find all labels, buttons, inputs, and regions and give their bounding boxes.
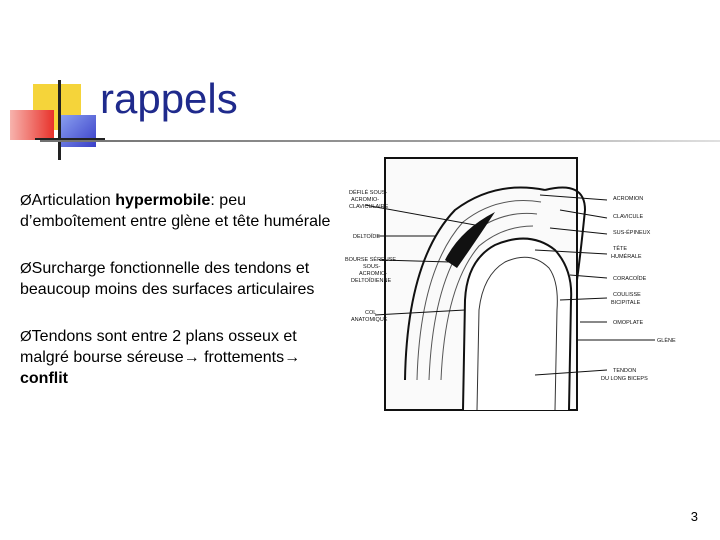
figure-label-right: TÊTE [613, 246, 628, 252]
bullet-text: Tendons sont entre 2 plans osseux et malgré bourse séreuse→ frottements→ [20, 328, 301, 366]
figure-label-right: HUMÉRALE [611, 254, 642, 260]
bullet-list [20, 190, 350, 409]
page-number: 3 [690, 509, 698, 524]
bullet-item [20, 326, 350, 389]
humerus-outline [463, 239, 571, 410]
figure-label-right: BICIPITALE [611, 300, 641, 306]
decor-red-square [10, 110, 54, 140]
title-divider [40, 140, 720, 142]
bullet-arrow-icon: Ø [20, 328, 32, 345]
figure-label-right: SUS-ÉPINEUX [613, 230, 651, 236]
bullet-text: Surcharge fonctionnelle des tendons et beaucoup moins des surfaces articulaires [20, 260, 315, 298]
figure-label-left: SOUS- [363, 264, 381, 270]
figure-label-right: TENDON [613, 368, 637, 374]
bullet-text: : peu d’emboîtement entre glène et tête humérale [20, 192, 331, 230]
bullet-arrow-icon: Ø [20, 192, 32, 209]
figure-label-right: ACROMION [613, 196, 644, 202]
figure-label-left: ACROMIO- [351, 197, 380, 203]
figure-label-right: COULISSE [613, 292, 641, 298]
bullet-bold-text: conflit [20, 370, 68, 387]
decor-vertical-line [58, 80, 61, 160]
bullet-bold-text: hypermobile [115, 192, 211, 209]
figure-label-left: COL [365, 310, 377, 316]
figure-label-left: CLAVICULAIRE [349, 204, 389, 210]
figure-label-right: CORACOÏDE [613, 276, 647, 282]
shoulder-anatomy-diagram [345, 150, 690, 420]
figure-label-right: GLÈNE [657, 338, 676, 344]
figure-label-left: DELTOÏDE [353, 234, 380, 240]
figure-label-left: DÉFILÉ SOUS- [349, 190, 388, 196]
figure-label-right: CLAVICULE [613, 214, 644, 220]
right-labels [601, 196, 676, 382]
figure-label-left: BOURSE SÉREUSE [345, 257, 397, 263]
figure-label-left: ANATOMIQUE [351, 317, 388, 323]
decor-blue-square [60, 115, 96, 147]
bullet-text: Articulation [31, 192, 116, 209]
bullet-item [20, 258, 350, 300]
figure-label-left: DELTOÏDIENNE [351, 278, 392, 284]
bullet-item [20, 190, 350, 232]
figure-label-right: DU LONG BICEPS [601, 376, 648, 382]
bullet-arrow-icon: Ø [20, 260, 32, 277]
figure-label-left: ACROMIO- [359, 271, 388, 277]
slide-title: rappels [100, 75, 238, 122]
figure-label-right: OMOPLATE [613, 320, 644, 326]
